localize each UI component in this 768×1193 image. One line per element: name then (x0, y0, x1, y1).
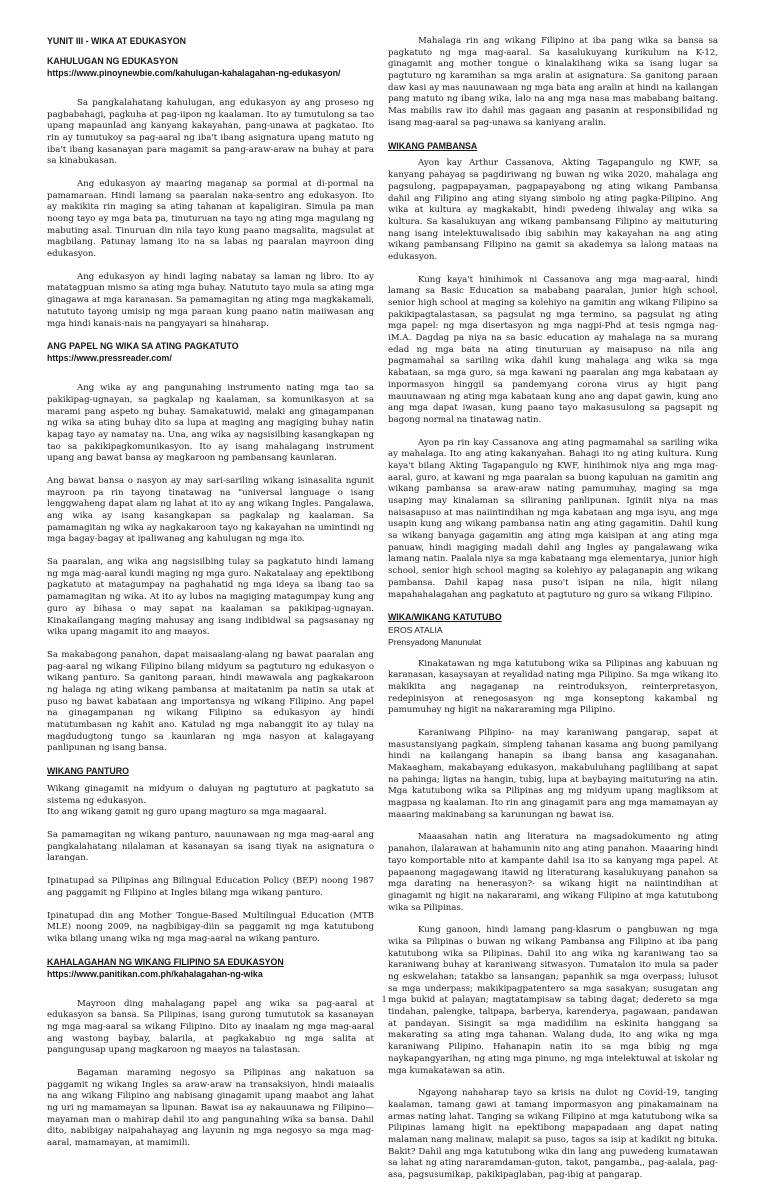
page-number: 1 (381, 994, 387, 1004)
paragraph: Karaniwang Pilipino- na may karaniwang pangarap, sapat at masustansiyang pagkain, simpleng tahanan kasama ang buong pamilyang hindi na kailangang hanapin sa ibang bansa ang kasaganahan. Makaagham, makabayang edukasyon, makabuluhang paglilibang at sapat na pahinga; ligtas na hangin, tubig, lupa at baybaying maituturing na atin. Mga katutubong wika sa Pilipinas ang mg midyum upang magliksom at magpasa ng kaalaman. Ito rin ang ginagamit para ang mga mamamayan ay maaaring makinabang sa karunungan ng bawat isa. (388, 727, 718, 820)
author-role: Prensyadong Manunulat (388, 636, 482, 647)
paragraph: Bagaman maraming negosyo sa Pilipinas ang nakatuon sa paggamit ng wikang Ingles sa araw-araw na transaksiyon, hindi maiaalis na ang wikang Filipino ang nabisang ginagamit upang maabot ang lahat ng uri ng mamamayan sa lipunan. Bawat isa ay nakauunawa ng Filipino—mayaman man o mahirap dahil ito ang pangunahing wika sa bansa. Dahil dito, nabibigay naipahahayag ang layunin ng mga negosyo sa mga mag-aaral, mamamayan, at mamimili. (47, 1067, 374, 1149)
source-link-panitikan[interactable]: https://www.panitikan.com.ph/kahalagahan-ng-wika (47, 968, 263, 979)
paragraph: Kung ganoon, hindi lamang pang-klasrum o pangbuwan ng mga wika sa Pilipinas o buwan ng wikang Pambansa ang Filipino at iba pang katutubong wika sa Pilipinas. Dahil ito ang wika ng karaniwang tao sa karaniwang buhay at karaniwang sitwasyon. Tumatalon ito mula sa pader ng eskwelahan; tatakbo sa lansangan; papanhik sa mga overpass; lulusot sa mga underpass; makikipagpatentero sa mga sasakyan; susugatan ang mga bukid at palayan; magtatampisaw sa tabing dagat; dedereto sa mga tindahan, palengke, talipapa, barberya, karenderya, pagawaan, pandawan at pandayan. Sisingit sa mga madidilim na eskinita hanggang sa makarating sa ating mga tahanan. Walang duda, ito ang wika ng mga karaniwang Pilipino. Hahanapin natin ito sa mga bibig ng mga naykapangyarihan, ng ating mga pinuno, ng mga intelektuwal at iskolar ng mga kumakatawan sa atin. (388, 925, 718, 1076)
paragraph: Ngayong nahaharap tayo sa krisis na dulot ng Covid-19, tanging kaalaman, tamang gawi at tamang impormasyon ang pinakamainam na armas nating lahat. Tanging sa wikang Filipino at mga katutubong wika sa Pilipinas lamang higit na epektibong mapapadaan ang dapat nating malaman nang malinaw, malapit sa puso, tagos sa isip at kadikit ng bituka. Bakit? Dahil ang mga katutubong wika din lang ang puwedeng kumatawan sa lahat ng ating nararamdaman-guton, takot, pangamba,, pag-aalala, pag-asa, pagsusumikap, pakikipaglaban, pag-ibig at pangarap. (388, 1088, 718, 1181)
paragraph: Sa paaralan, ang wika ang nagsisilbing tulay sa pagkatuto hindi lamang ng mga mag-aaral kundi maging ng mga guro. Nakatalaay ang epektibong pagkatuto at matagumpay na paghahatid ng mga ideya sa ibang tao sa pamamagitan ng wika. At ito ay lubos na magiging matagumpay kung ang guro ay bihasa o may sapat na kaalaman sa pakikipag-ugnayan. Kinakailangang maging mahusay ang isang indibidwal sa pagsasanay ng wika upang magamit ito ang maayos. (47, 557, 374, 638)
paragraph: Ang edukasyon ay maaring maganap sa pormal at di-pormal na pamamaraan. Hindi lamang sa paaralan naka-sentro ang edukasyon. Ito ay makikita rin maging sa ating tahanan at kapaligiran. Simula pa man noong tayo ay mga bata pa, tinuturuan na tayo ng ating mga magulang ng mabuting asal. Tinuruan din nila tayo kung paano magsalita, magsulat at magbilang. Patunay lamang ito na sa labas ng paaralan mayroon ding edukasyon. (47, 178, 374, 260)
source-link-pinoynewbie[interactable]: https://www.pinoynewbie.com/kahulugan-kahalagahan-ng-edukasyon/ (47, 67, 341, 78)
section-title-kahalagahan: KAHALAGAHAN NG WIKANG FILIPINO SA EDUKASYON (47, 956, 284, 967)
paragraph: Ipinatupad sa Pilipinas ang Bilingual Education Policy (BEP) noong 1987 ang paggamit ng Filipino at Ingles bilang mga wikang panturo. (47, 876, 374, 898)
paragraph: Maaasahan natin ang literatura na magsadokumento ng ating panahon, ilalarawan at hahamunin nito ang ating panahon. Maaaring hindi tayo komportable nito at kampante dahil isa ito sa kanyang mga papel. At papaanong magagawang itawid ng literaturang kasalukuyang panahon sa mga darating na henerasyon?- sa wikang higit na naiintindihan at ginagamit ng higit na nakararami, ang wikang Filipino at mga katutubong wika sa Pilipinas. (388, 832, 718, 913)
paragraph: Kinakatawan ng mga katutubong wika sa Pilipinas ang kabuuan ng karanasan, kasaysayan at reyalidad nating mga Pilipino. Sa mga wikang ito makikita ang nagaganap na reintroduksyon, reinterpretasyon, redepinisyon at renegosasyon ng mga konseptong kakambal ng pamumuhay ng higit na nakararaming mga Pilipino. (388, 658, 718, 716)
section-title-wikang-panturo: WIKANG PANTURO (47, 766, 129, 777)
paragraph: Ayon pa rin kay Cassanova ang ating pagmamahal sa sariling wika ay mahalaga. Ito ang ating kakanyahan. Bahagi ito ng ating kultura. Kung kaya't bilang Akting Tagapangulo ng KWF, hinihimok niya ang mga mag-aaral, guro, at kawani ng mga paaralan sa buong kapuluan na gamitin ang wikang pambansa sa araw-araw nating pamumuhay, maging sa mga usaping may kinalaman sa siliraning panlipunan. Iginiit niya na mas naisasapuso at mas naiintindihan ng mga kabataan ang mga isyu, ang mga usapin kung ang wikang pambansa natin ang ating gagamitin. Dahil kung sa wikang banyaga gagamitin ang ating mga kaisipan at ang ating mga panuaw, hindi magiging madali dahil ang Ingles ay pangalawang wika lamang natin. Paalala niya sa mga kabataang mga elementarya, junior high school, senior high school maging sa kolehiyo ay palaganapin ang wikang pambansa. Dahil kapag nasa puso't isipan na nila, higit nilang mapahahalagahan ang pagkatuto at pagtuturo ng guro sa wikang Filipino. (388, 437, 718, 600)
paragraph: Ipinatupad din ang Mother Tongue-Based Multilingual Education (MTB MLE) noong 2009, na nagbibigay-diin sa paggamit ng mga katutubong wika bilang unang wika ng mga mag-aaral na wikang panturo. (47, 910, 374, 944)
paragraph: Sa makabagong panahon, dapat maisaalang-alang ng bawat paaralan ang pag-aaral ng wikang Filipino bilang midyum sa pagtuturo ng edukasyon o wikang panturo. Sa ganitong paraan, hindi mawawala ang pagkakaroon ng halaga ng ating wikang pambansa at maitatanim pa natin sa utak at puso ng bawat kabataan ang importansya ng wikang Filipino. Ang papel na ginagampanan ng wikang Filipino sa edukasyon ay hindi matutumbasan ng kahit ano. Katulad ng mga nabanggit ito ay tulay na magdudugtong tungo sa kaunlaran ng mga nasyon at kalagayang panlipunan ng isang bansa. (47, 649, 374, 754)
paragraph: Ayon kay Arthur Cassanova, Akting Tagapangulo ng KWF, sa kanyang pahayag sa pagdiriwang ng buwan ng wika 2020, mahalaga ang pagsulong, pagpapayaman, pagpapayabong ng ating wikang Pambansa dahil ang Filipino ang ating siyang simbolo ng ating pagka-Pilipino. Ang wika at kultura ay magkakabit, hindi pwedeng ihiwalay ang wika sa kultura. Sa kasalukuyan ang wikang pambansang Filipino ay maituturing nang isang intelektuwalisado ibig sabihin may kakayahan na ang ating wikang pambansang Filipino na gamit sa akademya sa lalong mataas na edukasyon. (388, 158, 718, 262)
section-title-wikang-katutubo: WIKA/WIKANG KATUTUBO (388, 612, 502, 623)
paragraph: Ito ang wikang gamit ng guro upang magturo sa mga magaaral. (47, 807, 327, 818)
paragraph: Kung kaya't hinihimok ni Cassanova ang mga mag-aaral, hindi lamang sa Basic Education sa mababang paaralan, junior high school, senior high school at maging sa kolehiyo na gamitin ang wikang Filipino sa pakikipagtalastasan, sa pagsulat ng mga termino, sa pagsulat ng ating mga papel: ng mga disertasyon ng mga nagpi-Phd at tesis ngmga nag-iM.A. Dagdag pa niya na sa basic education ay mahalaga na sa murang edad ng mga bata na ating tinuturuan ay maisapuso na nila ang pagmamahal sa sariling wika dahil kung mahalaga ang wika sa mga kabataan, sa mga guro, sa mga kawani ng paaralan ang mga kabataan ay inpormasyon hinggil sa pandemyang corona virus ay higit pang mauunawaan ng ating mga kabataan kung ano ang dapat gawin, kung ano ang mga dapat iwasan, kung paano tayo makasusulong sa pagsapit ng bagong normal na tinatawag natin. (388, 274, 718, 425)
author-name: EROS ATALIA (388, 625, 443, 636)
paragraph: Ang edukasyon ay hindi laging nabatay sa laman ng libro. Ito ay matatagpuan mismo sa ating mga buhay. Natututo tayo mula sa ating mga ginagawa at mga karanasan. Sa pamamagitan ng ating mga magkakamali, natututo tayong umisip ng mga paraan kung paano natin maiiwasan ang mga hindi kanais-nais na pangyayari sa hinaharap. (47, 271, 374, 329)
source-link-pressreader[interactable]: https://www.pressreader.com/ (47, 353, 172, 364)
section-title-wikang-pambansa: WIKANG PAMBANSA (388, 140, 478, 151)
left-column (47, 36, 374, 1161)
paragraph: Sa pamamagitan ng wikang panturo, nauunawaan ng mga mag-aaral ang pangkalahatang nilalaman at kasanayan sa isang tiyak na asignatura o larangan. (47, 830, 374, 864)
right-column (388, 36, 718, 1193)
paragraph: Ang bawat bansa o nasyon ay may sari-sariling wikang isinasalita ngunit mayroon pa rin tayong tinatawag na "universal language o isang lenggwaheng dapat alam ng lahat at ito ay ang wikang Ingles. Pangalawa, ang wika ay isang kasangkapan sa pagkalap ng kaalaman. Sa pamamagitan ng wika ay nagkakaroon tayo ng kakayahan na umintindi ng mga bagay-bagay at ipaliwanag ang kahulugan ng mga ito. (47, 475, 374, 545)
paragraph: Ang wika ay ang pangunahing instrumento nating mga tao sa pakikipag-ugnayan, sa pagkalap ng kaalaman, sa komunikasyon at sa marami pang aspeto ng buhay. Samakatuwid, malaki ang ginagampanan ng wika sa ating buhay dito sa lupa at maging ang magiging buhay natin kapag tayo ay namatay na. Una, ang wika ay nagsisilbing kasangkapan ng tao sa pakikipagkomunikasyon. Ito ay isang mahalagang instrument upang ang bawat bansa ay magkaroon ng pambansang kaunlaran. (47, 383, 374, 464)
unit-title: YUNIT III - WIKA AT EDUKASYON (47, 36, 186, 46)
section-title-kahulugan: KAHULUGAN NG EDUKASYON (47, 55, 178, 66)
paragraph: Sa pangkalahatang kahulugan, ang edukasyon ay ang proseso ng pagbabahagi, pagkuha at pag-iipon ng kaalaman. Ito ay tumutulong sa tao upang mapaunlad ang kanyang kakayahan, pang-unawa at pagkatao. Ito rin ay tumutukoy sa pag-aaral ng iba't ibang asignatura upang matuto ng iba't ibang kasanayan para magamit sa pang-araw-araw na buhay at para sa kinabukasan. (47, 97, 374, 167)
paragraph: Wikang ginagamit na midyum o daluyan ng pagtuturo at pagkatuto sa sistema ng edukasyon. (47, 784, 374, 806)
section-title-papel-ng-wika: ANG PAPEL NG WIKA SA ATING PAGKATUTO (47, 341, 239, 352)
paragraph: Mahalaga rin ang wikang Filipino at iba pang wika sa bansa sa pagkatuto ng mga mag-aaral. Sa kasalukuyang kurikulum na K-12, ginagamit ang mother tongue o kinalakihang wika sa isang lugar sa pagtuturo ng karamihan sa mga aralin at asignatura. Sa ganitong paraan daw kasi ay mas nauunawaan ng mga bata ang aralin at hindi na kailangan pang matuto ng ibang wika, lalo na ang mga nasa mas mababang baitang. Mas mabilis raw ito dahil mas gagaan ang pasanin at responsibilidad ng isang mag-aaral sa pag-unawa sa kaniyang aralin. (388, 36, 718, 128)
paragraph: Mayroon ding mahalagang papel ang wika sa pag-aaral at edukasyon sa bansa. Sa Pilipinas, isang gurong tumututok sa kasanayan ng mga mag-aaral sa wikang Filipino. Dito ay inaalam ng mga mag-aaral ang wastong baybay, balarila, at pagkakabuo ng mga salita at pangungusap upang magkaroon ng maayos na talastasan. (47, 998, 374, 1056)
